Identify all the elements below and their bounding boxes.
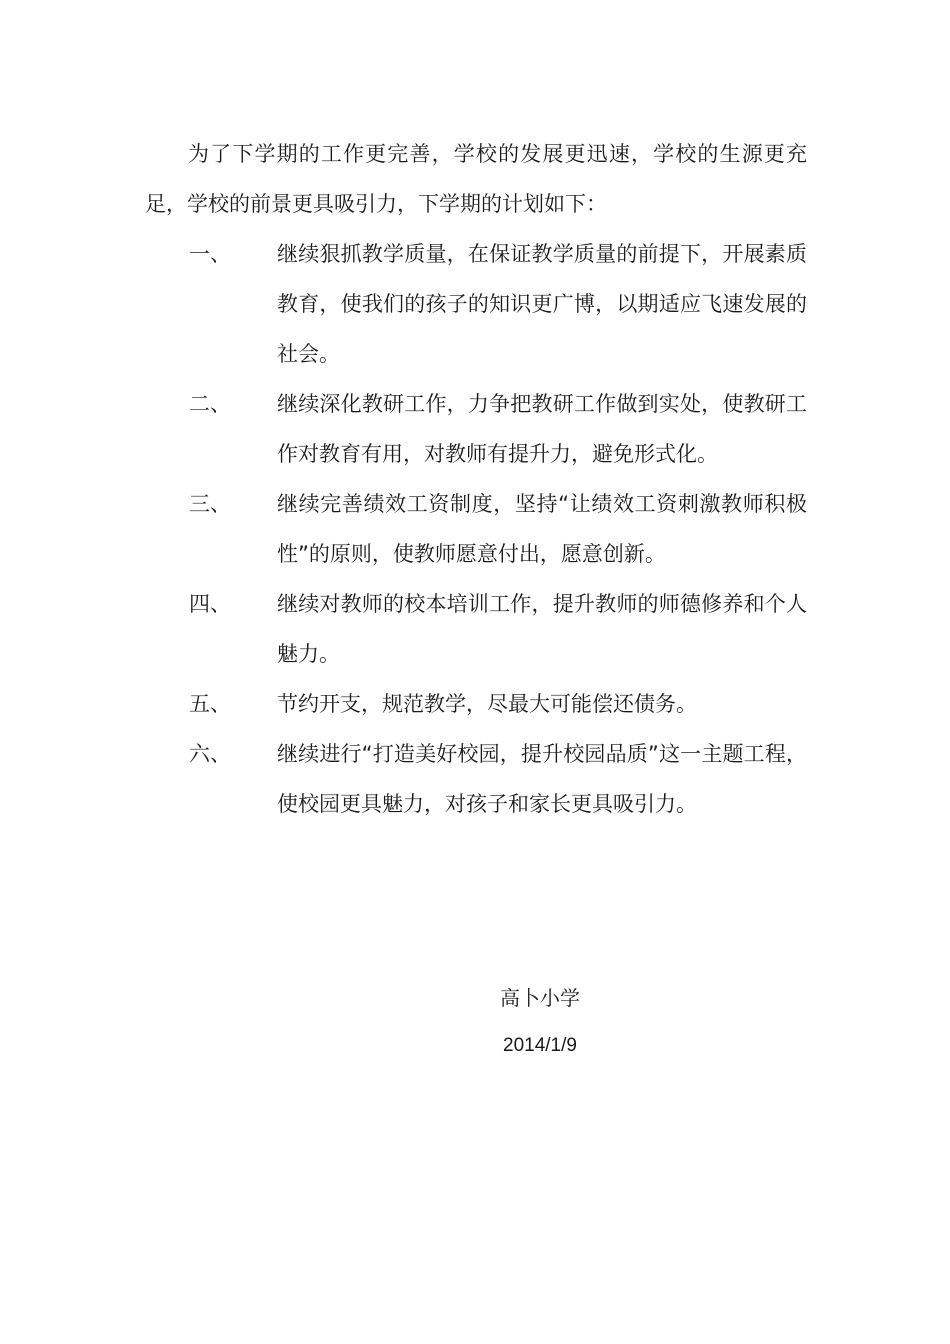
list-item <box>145 579 807 679</box>
signature-block <box>440 974 640 1070</box>
plan-list <box>145 229 807 829</box>
list-item <box>145 679 807 729</box>
list-item <box>145 229 807 379</box>
signature-date: 2014/1/9 <box>503 1035 577 1056</box>
item-number: 一、 <box>189 242 231 266</box>
list-item <box>145 479 807 579</box>
item-number: 五、 <box>189 692 231 716</box>
item-text: 继续完善绩效工资制度，坚持“让绩效工资刺激教师积极性”的原则，使教师愿意付出，愿意创新。 <box>277 492 807 566</box>
school-name: 高卜小学 <box>500 986 580 1010</box>
list-item <box>145 379 807 479</box>
item-number: 二、 <box>189 392 231 416</box>
item-number: 四、 <box>189 592 231 616</box>
item-number: 三、 <box>189 492 231 516</box>
item-text: 继续深化教研工作，力争把教研工作做到实处，使教研工作对教育有用，对教师有提升力，避免形式化。 <box>277 392 807 466</box>
item-text: 继续狠抓教学质量，在保证教学质量的前提下，开展素质教育，使我们的孩子的知识更广博，以期适应飞速发展的社会。 <box>277 242 807 366</box>
list-item <box>145 729 807 829</box>
item-text: 继续进行“打造美好校园，提升校园品质”这一主题工程，使校园更具魅力，对孩子和家长更具吸引力。 <box>277 742 807 816</box>
intro-paragraph: 为了下学期的工作更完善，学校的发展更迅速，学校的生源更充足，学校的前景更具吸引力，下学期的计划如下： <box>145 142 807 216</box>
item-number: 六、 <box>189 742 231 766</box>
item-text: 继续对教师的校本培训工作，提升教师的师德修养和个人魅力。 <box>277 592 807 666</box>
item-text: 节约开支，规范教学，尽最大可能偿还债务。 <box>277 692 697 716</box>
